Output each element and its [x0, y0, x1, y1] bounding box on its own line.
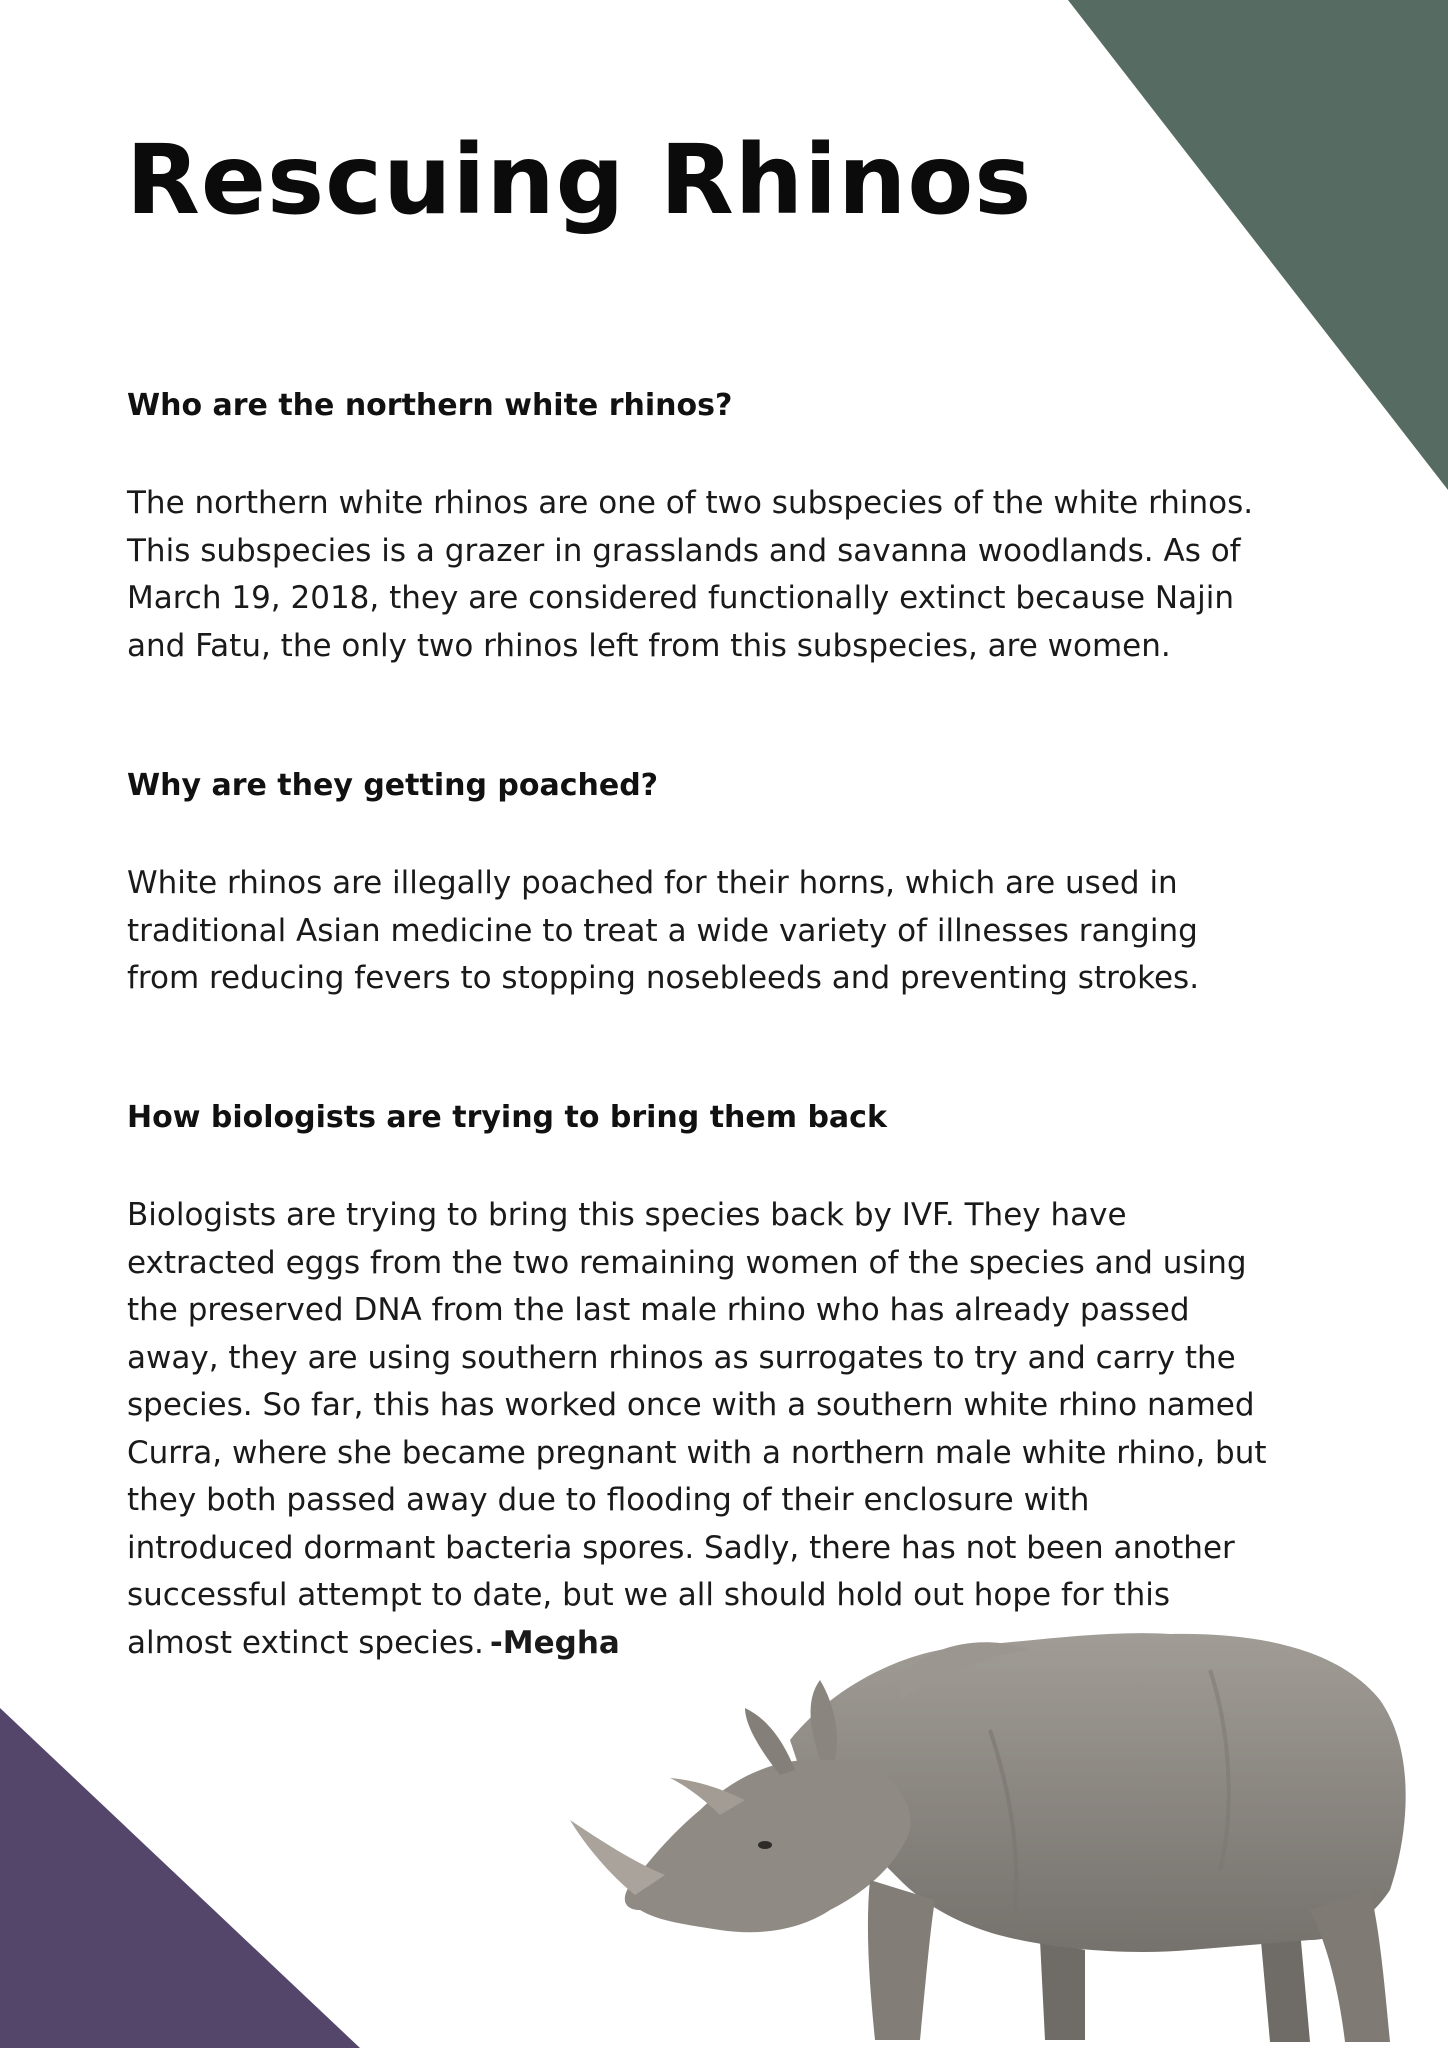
text-line: The northern white rhinos are one of two subspecies of the white rhinos. [127, 485, 1254, 521]
text-line: Curra, where she became pregnant with a northern male white rhino, but [127, 1434, 1267, 1471]
text-line: and Fatu, the only two rhinos left from this subspecies, are women. [127, 627, 1171, 664]
section-body-northern-white-rhinos [127, 480, 1327, 670]
text-line: March 19, 2018, they are considered functionally extinct because Najin [127, 580, 1234, 616]
corner-triangle-top-right [1068, 0, 1448, 490]
text-line: successful attempt to date, but we all should hold out hope for this [127, 1577, 1171, 1613]
section-body-poaching [127, 860, 1327, 1003]
corner-triangle-bottom-left [0, 1708, 360, 2048]
text-line: traditional Asian medicine to treat a wide variety of illnesses ranging [127, 912, 1198, 949]
section-heading-northern-white-rhinos: Who are the northern white rhinos? [127, 388, 733, 423]
page-title: Rescuing Rhinos [126, 124, 1033, 236]
text-line: White rhinos are illegally poached for their horns, which are used in [127, 865, 1178, 901]
text-line: Biologists are trying to bring this species back by IVF. They have [127, 1197, 1127, 1233]
section-heading-poaching: Why are they getting poached? [127, 768, 659, 803]
text-line: introduced dormant bacteria spores. Sadly, there has not been another [127, 1529, 1235, 1566]
section-heading-biologists: How biologists are trying to bring them back [127, 1100, 887, 1135]
rhino-illustration [570, 1610, 1430, 2048]
text-line: away, they are using southern rhinos as surrogates to try and carry the [127, 1339, 1236, 1376]
section-body-biologists [127, 1192, 1327, 1667]
text-line: This subspecies is a grazer in grasslands and savanna woodlands. As of [127, 532, 1241, 569]
text-line: the preserved DNA from the last male rhino who has already passed [127, 1292, 1190, 1328]
text-line: extracted eggs from the two remaining women of the species and using [127, 1244, 1247, 1281]
text-line: they both passed away due to flooding of their enclosure with [127, 1482, 1090, 1518]
author-signature: -Megha [489, 1624, 620, 1661]
text-line: almost extinct species. [127, 1624, 484, 1661]
text-line: from reducing fevers to stopping nosebleeds and preventing strokes. [127, 960, 1200, 996]
text-line: species. So far, this has worked once with a southern white rhino named [127, 1387, 1255, 1423]
